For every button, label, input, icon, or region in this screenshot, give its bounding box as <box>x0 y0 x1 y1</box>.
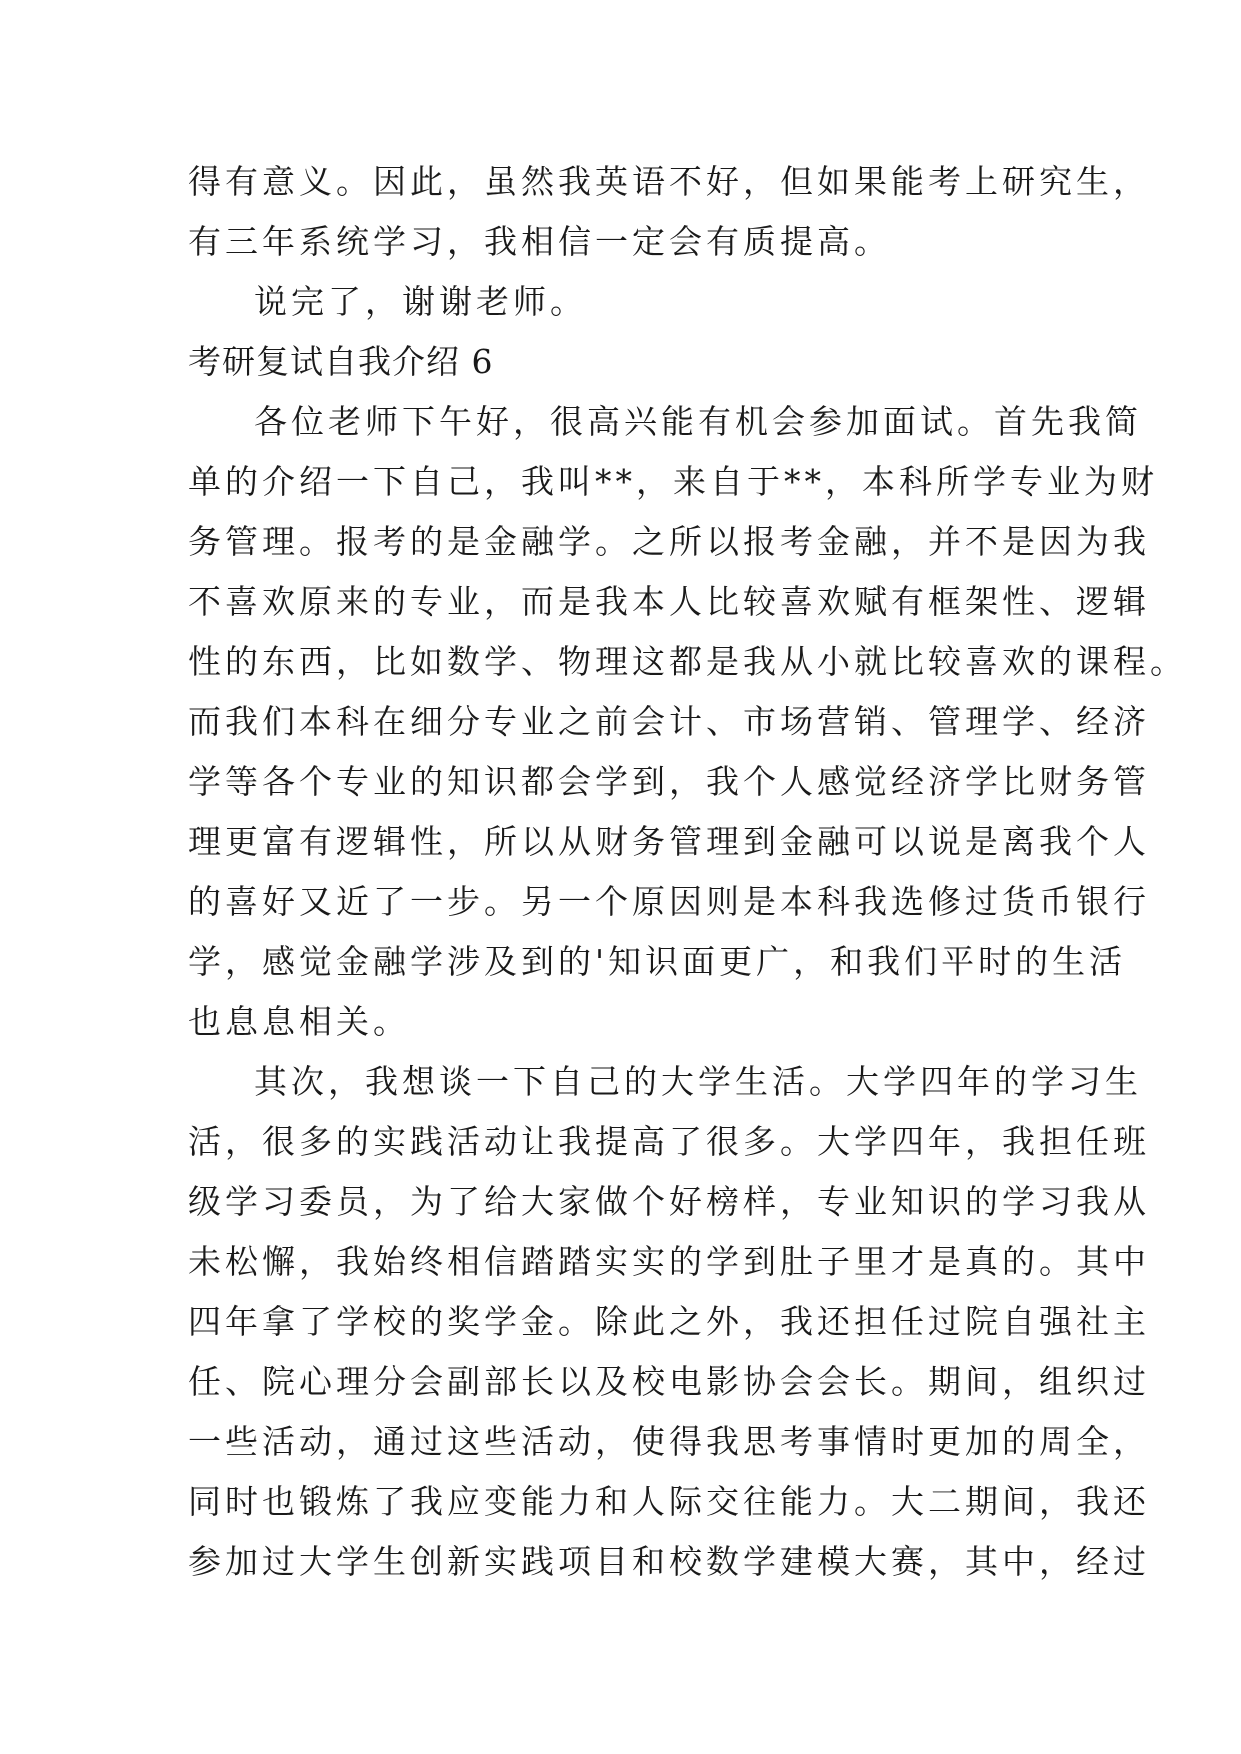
text-line: 一些活动，通过这些活动，使得我思考事情时更加的周全， <box>188 1422 1150 1461</box>
text-line: 任、院心理分会副部长以及校电影协会会长。期间，组织过 <box>188 1362 1150 1401</box>
text-line: 而我们本科在细分专业之前会计、市场营销、管理学、经济 <box>188 702 1150 741</box>
text-line: 级学习委员，为了给大家做个好榜样，专业知识的学习我从 <box>188 1182 1150 1221</box>
text-line: 理更富有逻辑性，所以从财务管理到金融可以说是离我个人 <box>188 822 1150 861</box>
text-line: 其次，我想谈一下自己的大学生活。大学四年的学习生 <box>254 1062 1142 1101</box>
text-line: 参加过大学生创新实践项目和校数学建模大赛，其中，经过 <box>188 1542 1150 1581</box>
text-line: 同时也锻炼了我应变能力和人际交往能力。大二期间，我还 <box>188 1482 1150 1521</box>
text-line: 也息息相关。 <box>188 1002 410 1041</box>
text-line: 四年拿了学校的奖学金。除此之外，我还担任过院自强社主 <box>188 1302 1150 1341</box>
closing-line: 说完了，谢谢老师。 <box>254 282 587 321</box>
section-heading: 考研复试自我介绍 6 <box>188 342 494 381</box>
text-line: 性的东西，比如数学、物理这都是我从小就比较喜欢的课程。 <box>188 642 1187 681</box>
text-line: 有三年系统学习，我相信一定会有质提高。 <box>188 222 891 261</box>
document-body <box>188 152 1187 1592</box>
text-line: 得有意义。因此，虽然我英语不好，但如果能考上研究生， <box>188 162 1150 201</box>
text-line: 的喜好又近了一步。另一个原因则是本科我选修过货币银行 <box>188 882 1150 921</box>
text-line: 务管理。报考的是金融学。之所以报考金融，并不是因为我 <box>188 522 1150 561</box>
text-line: 学等各个专业的知识都会学到，我个人感觉经济学比财务管 <box>188 762 1150 801</box>
text-line: 活，很多的实践活动让我提高了很多。大学四年，我担任班 <box>188 1122 1150 1161</box>
text-line: 单的介绍一下自己，我叫**，来自于**，本科所学专业为财 <box>188 462 1158 501</box>
text-line: 未松懈，我始终相信踏踏实实的学到肚子里才是真的。其中 <box>188 1242 1150 1281</box>
text-line: 不喜欢原来的专业，而是我本人比较喜欢赋有框架性、逻辑 <box>188 582 1150 621</box>
text-line: 各位老师下午好，很高兴能有机会参加面试。首先我简 <box>254 402 1142 441</box>
text-line: 学，感觉金融学涉及到的'知识面更广，和我们平时的生活 <box>188 942 1127 981</box>
